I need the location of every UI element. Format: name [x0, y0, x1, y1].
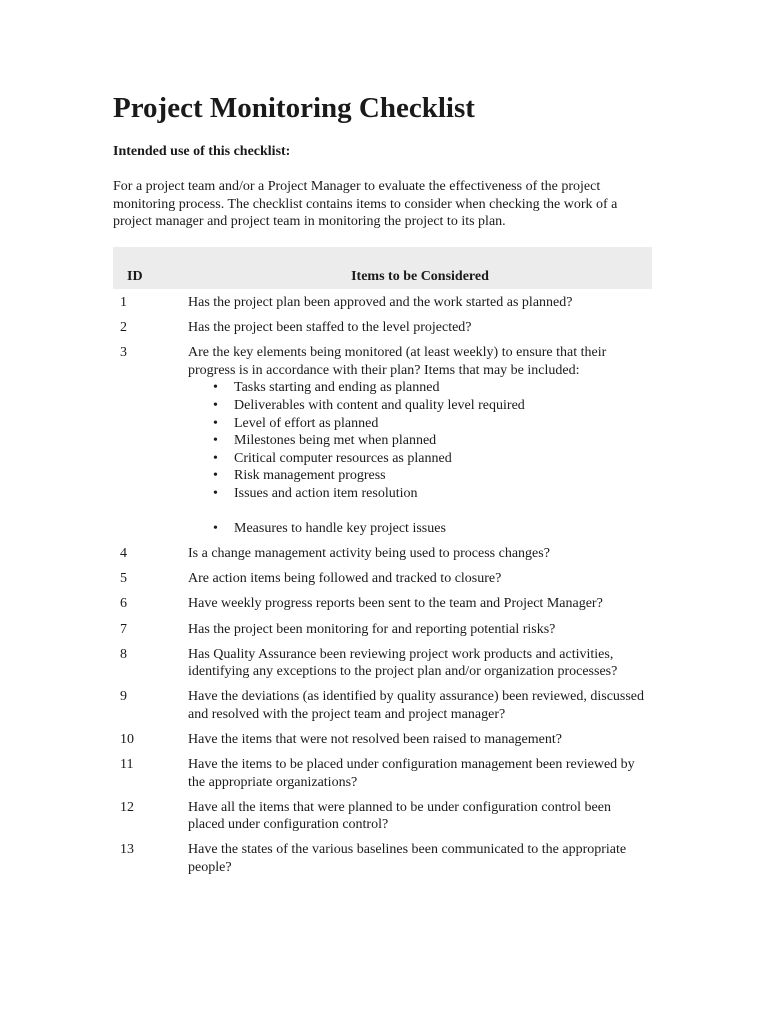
row-text: Has Quality Assurance been reviewing project work products and activities, identifying any exceptions to the project plan and/or organization processes?	[188, 646, 618, 680]
table-header	[113, 247, 652, 289]
bullet-item: • Tasks starting and ending as planned	[188, 379, 648, 397]
bullet-item: • Critical computer resources as planned	[188, 450, 648, 468]
row-text: Has the project been monitoring for and reporting potential risks?	[188, 621, 556, 637]
intro-paragraph: For a project team and/or a Project Manager to evaluate the effectiveness of the project monitoring process. The checklist contains items to consider when checking the work of a project manager and project team in monitoring the project to its plan.	[113, 179, 618, 230]
row-id: 12	[120, 799, 134, 815]
row-text: Are the key elements being monitored (at least weekly) to ensure that their progress is in accordance with their plan? Items that may be included:	[188, 345, 607, 378]
row-text: Have the items to be placed under configuration management been reviewed by the appropriate organizations?	[188, 757, 635, 790]
row-id: 10	[120, 731, 134, 747]
row-id: 5	[120, 571, 127, 587]
checklist-table	[113, 247, 652, 884]
row-id: 6	[120, 596, 127, 612]
row-id: 11	[120, 757, 134, 773]
row-id: 7	[120, 621, 127, 637]
table-row	[113, 621, 652, 639]
table-row	[113, 294, 652, 312]
bullet-item: • Issues and action item resolution	[188, 485, 648, 503]
bullet-item: • Milestones being met when planned	[188, 432, 648, 450]
row-text: Have the items that were not resolved been raised to management?	[188, 731, 562, 747]
row-id: 4	[120, 546, 127, 562]
row-id: 8	[120, 646, 127, 662]
table-body	[113, 289, 652, 877]
bullet-item: • Measures to handle key project issues	[188, 520, 648, 538]
bullet-item: • Deliverables with content and quality level required	[188, 397, 648, 415]
table-row	[113, 646, 652, 681]
column-header-items: Items to be Considered	[351, 269, 489, 284]
table-row	[113, 688, 652, 723]
row-text: Are action items being followed and tracked to closure?	[188, 571, 502, 587]
row-text: Have the states of the various baselines been communicated to the appropriate people?	[188, 842, 627, 876]
bullet-list	[188, 379, 648, 537]
table-row	[113, 799, 652, 834]
table-row	[113, 545, 652, 563]
row-text: Have the deviations (as identified by quality assurance) been reviewed, discussed and resolved with the project team and project manager?	[188, 689, 645, 722]
intended-use-heading: Intended use of this checklist:	[113, 144, 291, 159]
row-id: 13	[120, 842, 134, 858]
row-id: 9	[120, 689, 127, 705]
bullet-item: • Level of effort as planned	[188, 415, 648, 433]
table-row	[113, 731, 652, 749]
row-text: Have all the items that were planned to be under configuration control been placed under configuration control?	[188, 799, 611, 833]
row-id: 2	[120, 320, 127, 336]
table-row	[113, 841, 652, 876]
table-row	[113, 570, 652, 588]
bullet-item: • Risk management progress	[188, 467, 648, 485]
row-text: Has the project plan been approved and the work started as planned?	[188, 295, 573, 310]
table-row	[113, 319, 652, 337]
table-row	[113, 756, 652, 791]
page-title: Project Monitoring Checklist	[113, 92, 475, 124]
row-id: 1	[120, 295, 127, 310]
table-row	[113, 344, 652, 538]
row-text: Is a change management activity being used to process changes?	[188, 546, 550, 562]
table-row	[113, 595, 652, 613]
row-content	[188, 344, 652, 538]
column-header-id: ID	[127, 269, 143, 284]
row-id: 3	[120, 345, 127, 361]
row-text: Has the project been staffed to the level projected?	[188, 320, 472, 336]
row-text: Have weekly progress reports been sent to the team and Project Manager?	[188, 596, 603, 612]
